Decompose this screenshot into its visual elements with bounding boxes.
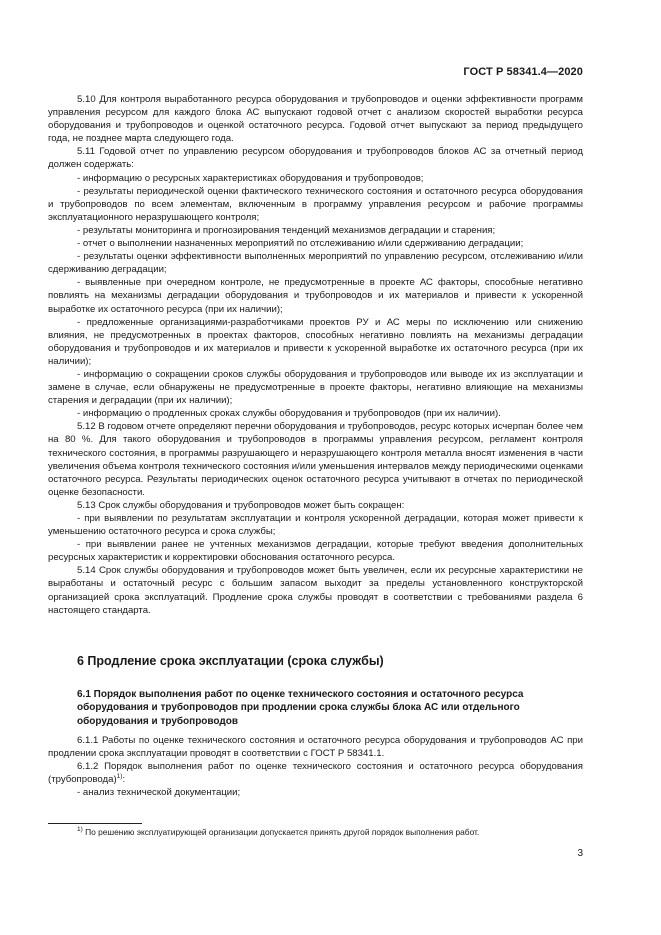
list-item: - анализ технической документации; — [77, 787, 241, 799]
list-item: - выявленные при очередном контроле, не предусмотренные в проекте АС факторы, способные негативно повлиять на механизмы деградации оборудования и трубопроводов и их материалов и привести к ускоренной выработке их остаточного ресурса (при их наличии); — [48, 277, 583, 315]
list-item: - информацию о сокращении сроков службы оборудования и трубопроводов или выводе их из эксплуатации и замене в случае, если обнаружены не предусмотренные в проекте факторы, негативно влияющие на механизмы старения и деградации (при их наличии); — [48, 368, 583, 407]
footnote-text: По решению эксплуатирующей организации допускается принять другой порядок выполнения работ. — [82, 827, 480, 837]
subsection-6-1-heading: 6.1 Порядок выполнения работ по оценке технического состояния и остаточного ресурса оборудования и трубопроводов при продлении срока службы блока АС или отдельного оборудования и трубопроводов — [77, 689, 524, 727]
paragraph-5-11: 5.11 Годовой отчет по управлению ресурсом оборудования и трубопроводов блоков АС за отчетный период должен содержать: — [48, 146, 583, 171]
page-number: 3 — [577, 848, 583, 859]
paragraph-5-12: 5.12 В годовом отчете определяют перечни оборудования и трубопроводов, ресурс которых исчерпан более чем на 80 %. Для такого оборудования и трубопроводов в программы управления ресурсом, регламент контроля технического состояния, в программы разрушающего и неразрушающего контроля металла вносят изменения в части увеличения объема контроля технического состояния и/или уменьшения интервалов между периодическими оценками остаточного ресурса. Результаты периодических оценок остаточного ресурса учитывают в отчетах по периодической оценке безопасности. — [48, 421, 583, 498]
section-6-heading: 6 Продление срока эксплуатации (срока службы) — [77, 654, 384, 668]
section-6-body — [48, 734, 583, 799]
paragraph-6-1-2-text: 6.1.2 Порядок выполнения работ по оценке технического состояния и остаточного ресурса оборудования (трубопровода) — [48, 761, 583, 786]
paragraph-5-10: 5.10 Для контроля выработанного ресурса оборудования и трубопроводов и оценки эффективности программ управления ресурсом для каждого блока АС выпускают годовой отчет с анализом скоростей выработки ресурса оборудования и трубопроводов и оценкой остаточного ресурса. Годовой отчет выпускают за период предыдущего года, не позднее марта следующего года. — [48, 94, 583, 145]
list-item: - при выявлении по результатам эксплуатации и контроля ускоренной деградации, которая может привести к уменьшению остаточного ресурса и срока службы; — [48, 513, 583, 538]
footnote-divider — [48, 823, 142, 824]
list-item: - информацию о ресурсных характеристиках оборудования и трубопроводов; — [77, 172, 424, 184]
paragraph-5-14: 5.14 Срок службы оборудования и трубопроводов может быть увеличен, если их ресурсные характеристики не выработаны и остаточный ресурс с большим запасом выходит за пределы установленного конструкторской организацией срока эксплуатаций. Продление срока службы проводят в соответствии с требованиями раздела 6 настоящего стандарта. — [48, 565, 583, 616]
list-item: - результаты оценки эффективности выполненных мероприятий по управлению ресурсом, отслеживанию и/или сдерживанию деградации; — [48, 251, 583, 276]
footnote — [77, 827, 582, 838]
list-item: - при выявлении ранее не учтенных механизмов деградации, которые требуют введения дополнительных ресурсных характеристик и корректировки обоснования остаточного ресурса. — [48, 539, 583, 564]
paragraph-5-13: 5.13 Срок службы оборудования и трубопроводов может быть сокращен: — [77, 499, 405, 511]
standard-id: ГОСТ Р 58341.4—2020 — [463, 66, 583, 78]
list-item: - информацию о продленных сроках службы оборудования и трубопроводов (при их наличии). — [77, 408, 501, 420]
list-item: - отчет о выполнении назначенных мероприятий по отслеживанию и/или сдерживанию деградации; — [77, 238, 524, 250]
list-item: - результаты мониторинга и прогнозирования тенденций механизмов деградации и старения; — [77, 224, 496, 236]
footnote-mark: 1) — [77, 826, 83, 833]
paragraph-6-1-2-tail: : — [122, 774, 126, 786]
paragraph-6-1-2 — [48, 760, 583, 786]
list-item: - предложенные организациями-разработчиками проектов РУ и АС меры по исключению или снижению влияния, не предусмотренных в проектах факторов, способных негативно повлиять на механизмы деградации оборудования и трубопроводов и их материалов и привести к ускоренной выработке их остаточного ресурса (при их наличии); — [48, 316, 583, 367]
paragraph-6-1-1: 6.1.1 Работы по оценке технического состояния и остаточного ресурса оборудования и трубопроводов АС при продлении срока эксплуатации проводят в соответствии с ГОСТ Р 58341.1. — [48, 735, 583, 760]
footnote-reference[interactable]: 1) — [116, 773, 123, 781]
section-5-body — [48, 93, 583, 617]
list-item: - результаты периодической оценки фактического технического состояния и остаточного ресурса оборудования и трубопроводов по всем элементам, включенным в программу управления ресурсом и рабочие программы эксплуатационного неразрушающего контроля; — [48, 185, 583, 223]
